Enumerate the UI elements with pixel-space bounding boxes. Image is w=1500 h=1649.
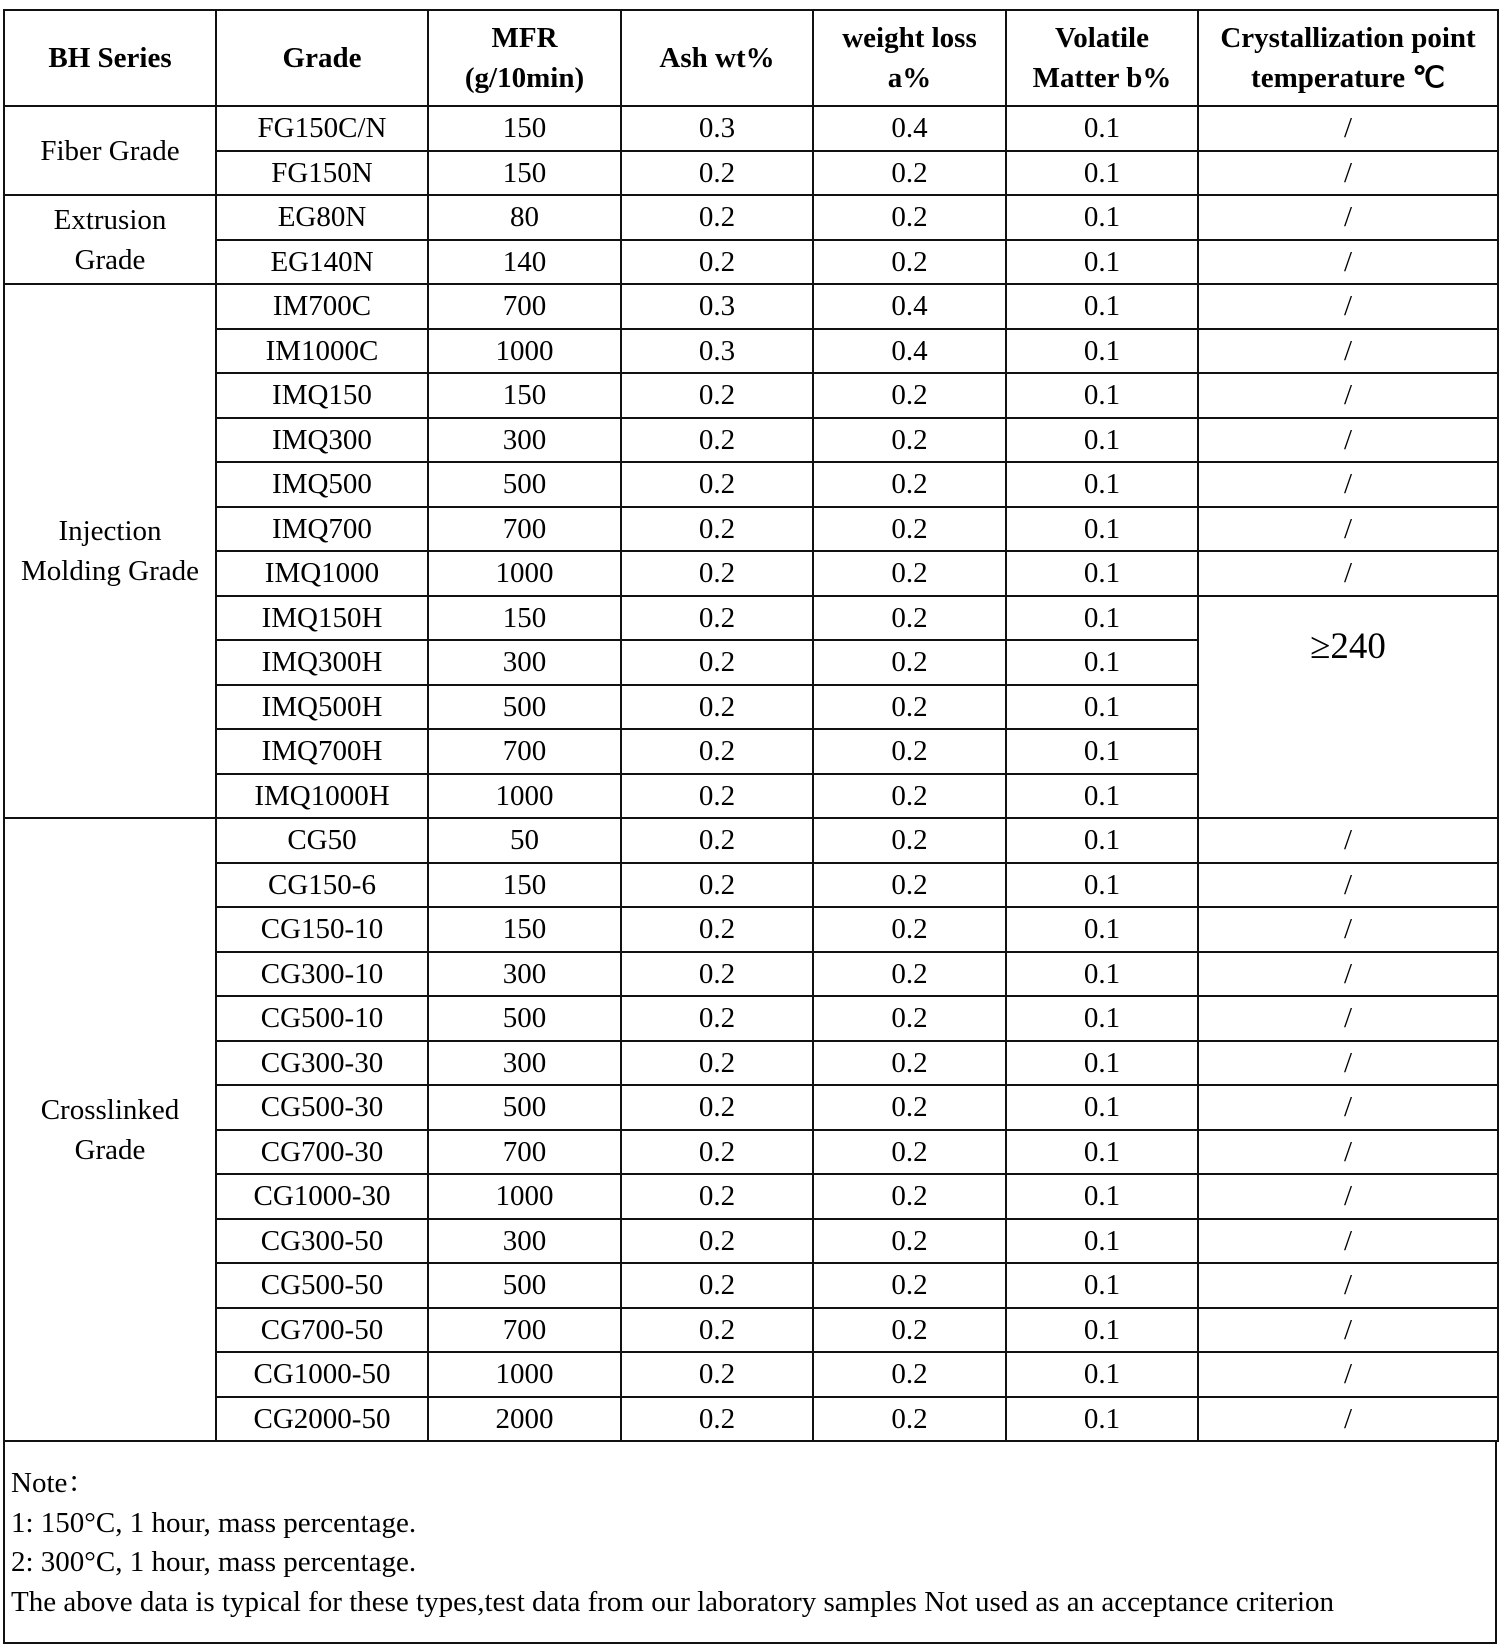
cell-weight-loss: 0.4 [813, 106, 1006, 151]
cell-grade: IM700C [216, 284, 428, 329]
cell-crystallization: / [1198, 329, 1498, 374]
cell-grade: CG150-6 [216, 863, 428, 908]
cell-volatile: 0.1 [1006, 1397, 1198, 1442]
series-injection-line1: Injection [58, 515, 162, 547]
cell-grade: CG150-10 [216, 907, 428, 952]
cell-weight-loss: 0.2 [813, 1219, 1006, 1264]
header-mfr-line1: MFR [491, 22, 558, 54]
cell-grade: CG500-50 [216, 1263, 428, 1308]
cell-ash: 0.2 [621, 1085, 813, 1130]
cell-grade: IMQ700H [216, 729, 428, 774]
cell-weight-loss: 0.2 [813, 1041, 1006, 1086]
table-row [4, 1041, 1498, 1086]
cell-mfr: 150 [428, 596, 621, 641]
table-row [4, 1263, 1498, 1308]
cell-crystallization: / [1198, 996, 1498, 1041]
cell-mfr: 700 [428, 284, 621, 329]
cell-mfr: 300 [428, 1041, 621, 1086]
cell-ash: 0.3 [621, 284, 813, 329]
cell-mfr: 700 [428, 1308, 621, 1353]
series-extrusion-grade [4, 195, 216, 284]
header-weight-loss [813, 10, 1006, 106]
cell-weight-loss: 0.2 [813, 685, 1006, 730]
table-row [4, 818, 1498, 863]
cell-ash: 0.2 [621, 240, 813, 285]
cell-grade: EG140N [216, 240, 428, 285]
cell-mfr: 500 [428, 1085, 621, 1130]
header-volatile-line1: Volatile [1055, 22, 1149, 54]
notes-title: Note： [11, 1467, 97, 1499]
cell-grade: CG500-30 [216, 1085, 428, 1130]
cell-mfr: 500 [428, 1263, 621, 1308]
cell-ash: 0.2 [621, 551, 813, 596]
cell-crystallization: / [1198, 1174, 1498, 1219]
header-volatile-line2: Matter b% [1032, 62, 1172, 94]
cell-volatile: 0.1 [1006, 418, 1198, 463]
cell-weight-loss: 0.2 [813, 863, 1006, 908]
note-line-1: 1: 150°C, 1 hour, mass percentage. [11, 1506, 417, 1539]
cell-ash: 0.2 [621, 373, 813, 418]
cell-grade: CG500-10 [216, 996, 428, 1041]
cell-crystallization: / [1198, 952, 1498, 997]
cell-weight-loss: 0.2 [813, 1308, 1006, 1353]
cell-weight-loss: 0.2 [813, 1174, 1006, 1219]
cell-crystallization: / [1198, 151, 1498, 196]
series-injection-molding-grade [4, 284, 216, 818]
cell-ash: 0.2 [621, 1352, 813, 1397]
header-mfr [428, 10, 621, 106]
table-row [4, 195, 1498, 240]
cell-grade: CG700-30 [216, 1130, 428, 1175]
cell-weight-loss: 0.2 [813, 373, 1006, 418]
cell-ash: 0.3 [621, 106, 813, 151]
cell-mfr: 300 [428, 952, 621, 997]
series-crosslinked-line2: Grade [74, 1133, 146, 1166]
cell-ash: 0.2 [621, 952, 813, 997]
note-disclaimer: The above data is typical for these types,test data from our laboratory samples Not used as an acceptance criterion [11, 1585, 1335, 1618]
cell-weight-loss: 0.4 [813, 329, 1006, 374]
cell-weight-loss: 0.2 [813, 1263, 1006, 1308]
cell-mfr: 700 [428, 507, 621, 552]
cell-volatile: 0.1 [1006, 863, 1198, 908]
cell-volatile: 0.1 [1006, 507, 1198, 552]
cell-ash: 0.3 [621, 329, 813, 374]
cell-ash: 0.2 [621, 818, 813, 863]
table-row [4, 507, 1498, 552]
cell-weight-loss: 0.2 [813, 1352, 1006, 1397]
cell-volatile: 0.1 [1006, 195, 1198, 240]
table-row [4, 551, 1498, 596]
header-grade: Grade [216, 10, 428, 106]
cell-ash: 0.2 [621, 462, 813, 507]
cell-crystallization: / [1198, 106, 1498, 151]
cell-grade: CG700-50 [216, 1308, 428, 1353]
cell-ash: 0.2 [621, 863, 813, 908]
cell-ash: 0.2 [621, 1308, 813, 1353]
table-row [4, 863, 1498, 908]
table-row [4, 462, 1498, 507]
cell-volatile: 0.1 [1006, 818, 1198, 863]
cell-grade: CG300-50 [216, 1219, 428, 1264]
cell-volatile: 0.1 [1006, 907, 1198, 952]
header-weight-loss-line1: weight loss [842, 22, 977, 54]
cell-grade: CG1000-50 [216, 1352, 428, 1397]
table-row [4, 996, 1498, 1041]
cell-volatile: 0.1 [1006, 106, 1198, 151]
table-row [4, 151, 1498, 196]
header-crystallization-line2: temperature ℃ [1251, 62, 1445, 94]
cell-crystallization: / [1198, 1397, 1498, 1442]
cell-volatile: 0.1 [1006, 1308, 1198, 1353]
cell-grade: EG80N [216, 195, 428, 240]
series-extrusion-line2: Grade [74, 243, 146, 276]
cell-ash: 0.2 [621, 996, 813, 1041]
cell-volatile: 0.1 [1006, 1130, 1198, 1175]
cell-ash: 0.2 [621, 729, 813, 774]
table-row [4, 1219, 1498, 1264]
cell-mfr: 1000 [428, 329, 621, 374]
series-fiber-grade: Fiber Grade [4, 106, 216, 195]
cell-weight-loss: 0.2 [813, 462, 1006, 507]
series-crosslinked-line1: Crosslinked [40, 1093, 180, 1126]
cell-volatile: 0.1 [1006, 640, 1198, 685]
cell-crystallization: / [1198, 1352, 1498, 1397]
cell-volatile: 0.1 [1006, 685, 1198, 730]
table-row [4, 1397, 1498, 1442]
cell-grade: IMQ500 [216, 462, 428, 507]
cell-grade: FG150N [216, 151, 428, 196]
cell-crystallization: / [1198, 284, 1498, 329]
header-ash: Ash wt% [621, 10, 813, 106]
cell-weight-loss: 0.2 [813, 507, 1006, 552]
cell-mfr: 150 [428, 106, 621, 151]
cell-ash: 0.2 [621, 640, 813, 685]
cell-mfr: 50 [428, 818, 621, 863]
header-volatile-matter [1006, 10, 1198, 106]
cell-mfr: 300 [428, 640, 621, 685]
cell-mfr: 700 [428, 1130, 621, 1175]
cell-ash: 0.2 [621, 685, 813, 730]
cell-ash: 0.2 [621, 507, 813, 552]
cell-volatile: 0.1 [1006, 329, 1198, 374]
cell-weight-loss: 0.2 [813, 1085, 1006, 1130]
header-crystallization-point [1198, 10, 1498, 106]
cell-grade: IM1000C [216, 329, 428, 374]
cell-weight-loss: 0.2 [813, 1130, 1006, 1175]
cell-volatile: 0.1 [1006, 1263, 1198, 1308]
bh-series-spec-table [3, 9, 1499, 1442]
series-extrusion-line1: Extrusion [53, 203, 167, 236]
cell-volatile: 0.1 [1006, 1174, 1198, 1219]
cell-weight-loss: 0.2 [813, 195, 1006, 240]
cell-volatile: 0.1 [1006, 284, 1198, 329]
cell-grade: IMQ500H [216, 685, 428, 730]
cell-ash: 0.2 [621, 1174, 813, 1219]
header-weight-loss-line2: a% [887, 62, 932, 94]
cell-mfr: 150 [428, 373, 621, 418]
cell-volatile: 0.1 [1006, 551, 1198, 596]
cell-mfr: 300 [428, 1219, 621, 1264]
cell-volatile: 0.1 [1006, 596, 1198, 641]
cell-crystallization: / [1198, 863, 1498, 908]
cell-grade: IMQ300H [216, 640, 428, 685]
cell-crystallization: / [1198, 1263, 1498, 1308]
cell-volatile: 0.1 [1006, 1219, 1198, 1264]
table-row [4, 418, 1498, 463]
cell-grade: CG50 [216, 818, 428, 863]
table-row [4, 907, 1498, 952]
cell-mfr: 500 [428, 685, 621, 730]
cell-volatile: 0.1 [1006, 952, 1198, 997]
cell-crystallization: / [1198, 551, 1498, 596]
cell-volatile: 0.1 [1006, 1352, 1198, 1397]
cell-grade: CG2000-50 [216, 1397, 428, 1442]
cell-crystallization: / [1198, 1308, 1498, 1353]
cell-ash: 0.2 [621, 151, 813, 196]
cell-grade: IMQ300 [216, 418, 428, 463]
cell-ash: 0.2 [621, 774, 813, 819]
cell-weight-loss: 0.2 [813, 551, 1006, 596]
cell-mfr: 140 [428, 240, 621, 285]
cell-ash: 0.2 [621, 907, 813, 952]
cell-weight-loss: 0.2 [813, 596, 1006, 641]
cell-ash: 0.2 [621, 418, 813, 463]
cell-crystallization: / [1198, 462, 1498, 507]
cell-volatile: 0.1 [1006, 774, 1198, 819]
cell-volatile: 0.1 [1006, 151, 1198, 196]
product-spec-document [3, 9, 1497, 1644]
cell-ash: 0.2 [621, 195, 813, 240]
cell-volatile: 0.1 [1006, 373, 1198, 418]
cell-mfr: 150 [428, 151, 621, 196]
header-row [4, 10, 1498, 106]
cell-grade: IMQ700 [216, 507, 428, 552]
cell-mfr: 500 [428, 462, 621, 507]
table-row [4, 329, 1498, 374]
cell-volatile: 0.1 [1006, 996, 1198, 1041]
cell-volatile: 0.1 [1006, 1085, 1198, 1130]
table-row [4, 106, 1498, 151]
cell-weight-loss: 0.2 [813, 774, 1006, 819]
cell-volatile: 0.1 [1006, 240, 1198, 285]
cell-crystallization: / [1198, 195, 1498, 240]
table-row [4, 373, 1498, 418]
cell-crystallization: / [1198, 507, 1498, 552]
table-row [4, 952, 1498, 997]
cell-volatile: 0.1 [1006, 462, 1198, 507]
cell-grade: IMQ1000 [216, 551, 428, 596]
cell-weight-loss: 0.2 [813, 996, 1006, 1041]
series-injection-line2: Molding Grade [21, 555, 199, 587]
cell-weight-loss: 0.2 [813, 818, 1006, 863]
table-row [4, 1174, 1498, 1219]
table-row [4, 596, 1498, 641]
cell-ash: 0.2 [621, 596, 813, 641]
cell-mfr: 1000 [428, 551, 621, 596]
cell-weight-loss: 0.2 [813, 640, 1006, 685]
cell-mfr: 1000 [428, 1352, 621, 1397]
cell-crystallization: / [1198, 373, 1498, 418]
cell-volatile: 0.1 [1006, 729, 1198, 774]
cell-grade: CG300-10 [216, 952, 428, 997]
cell-crystallization: / [1198, 1130, 1498, 1175]
cell-weight-loss: 0.4 [813, 284, 1006, 329]
cell-crystallization: / [1198, 1085, 1498, 1130]
cell-weight-loss: 0.2 [813, 151, 1006, 196]
series-crosslinked-grade [4, 818, 216, 1441]
cell-crystallization: / [1198, 418, 1498, 463]
cell-crystallization: / [1198, 1219, 1498, 1264]
cell-mfr: 300 [428, 418, 621, 463]
cell-crystallization: / [1198, 818, 1498, 863]
cell-mfr: 80 [428, 195, 621, 240]
cell-ash: 0.2 [621, 1219, 813, 1264]
cell-weight-loss: 0.2 [813, 952, 1006, 997]
cell-mfr: 700 [428, 729, 621, 774]
cell-mfr: 1000 [428, 1174, 621, 1219]
cell-volatile: 0.1 [1006, 1041, 1198, 1086]
header-bh-series: BH Series [4, 10, 216, 106]
table-row [4, 1085, 1498, 1130]
cell-grade: IMQ150 [216, 373, 428, 418]
cell-mfr: 500 [428, 996, 621, 1041]
cell-mfr: 2000 [428, 1397, 621, 1442]
cell-ash: 0.2 [621, 1130, 813, 1175]
cell-ash: 0.2 [621, 1397, 813, 1442]
cell-crystallization: / [1198, 240, 1498, 285]
cell-crystallization-merged: ≥240 [1198, 596, 1498, 819]
note-line-2: 2: 300°C, 1 hour, mass percentage. [11, 1546, 417, 1578]
cell-grade: CG300-30 [216, 1041, 428, 1086]
cell-weight-loss: 0.2 [813, 418, 1006, 463]
table-row [4, 240, 1498, 285]
cell-grade: IMQ1000H [216, 774, 428, 819]
cell-crystallization: / [1198, 907, 1498, 952]
cell-crystallization: / [1198, 1041, 1498, 1086]
cell-grade: FG150C/N [216, 106, 428, 151]
cell-grade: IMQ150H [216, 596, 428, 641]
cell-grade: CG1000-30 [216, 1174, 428, 1219]
cell-mfr: 150 [428, 907, 621, 952]
table-row [4, 1352, 1498, 1397]
header-mfr-line2: (g/10min) [464, 62, 585, 94]
table-row [4, 1130, 1498, 1175]
table-row [4, 1308, 1498, 1353]
notes-section [3, 1442, 1497, 1644]
cell-mfr: 1000 [428, 774, 621, 819]
cell-weight-loss: 0.2 [813, 729, 1006, 774]
header-crystallization-line1: Crystallization point [1220, 22, 1476, 54]
cell-weight-loss: 0.2 [813, 240, 1006, 285]
table-row [4, 284, 1498, 329]
cell-weight-loss: 0.2 [813, 907, 1006, 952]
cell-weight-loss: 0.2 [813, 1397, 1006, 1442]
cell-mfr: 150 [428, 863, 621, 908]
cell-ash: 0.2 [621, 1263, 813, 1308]
cell-ash: 0.2 [621, 1041, 813, 1086]
